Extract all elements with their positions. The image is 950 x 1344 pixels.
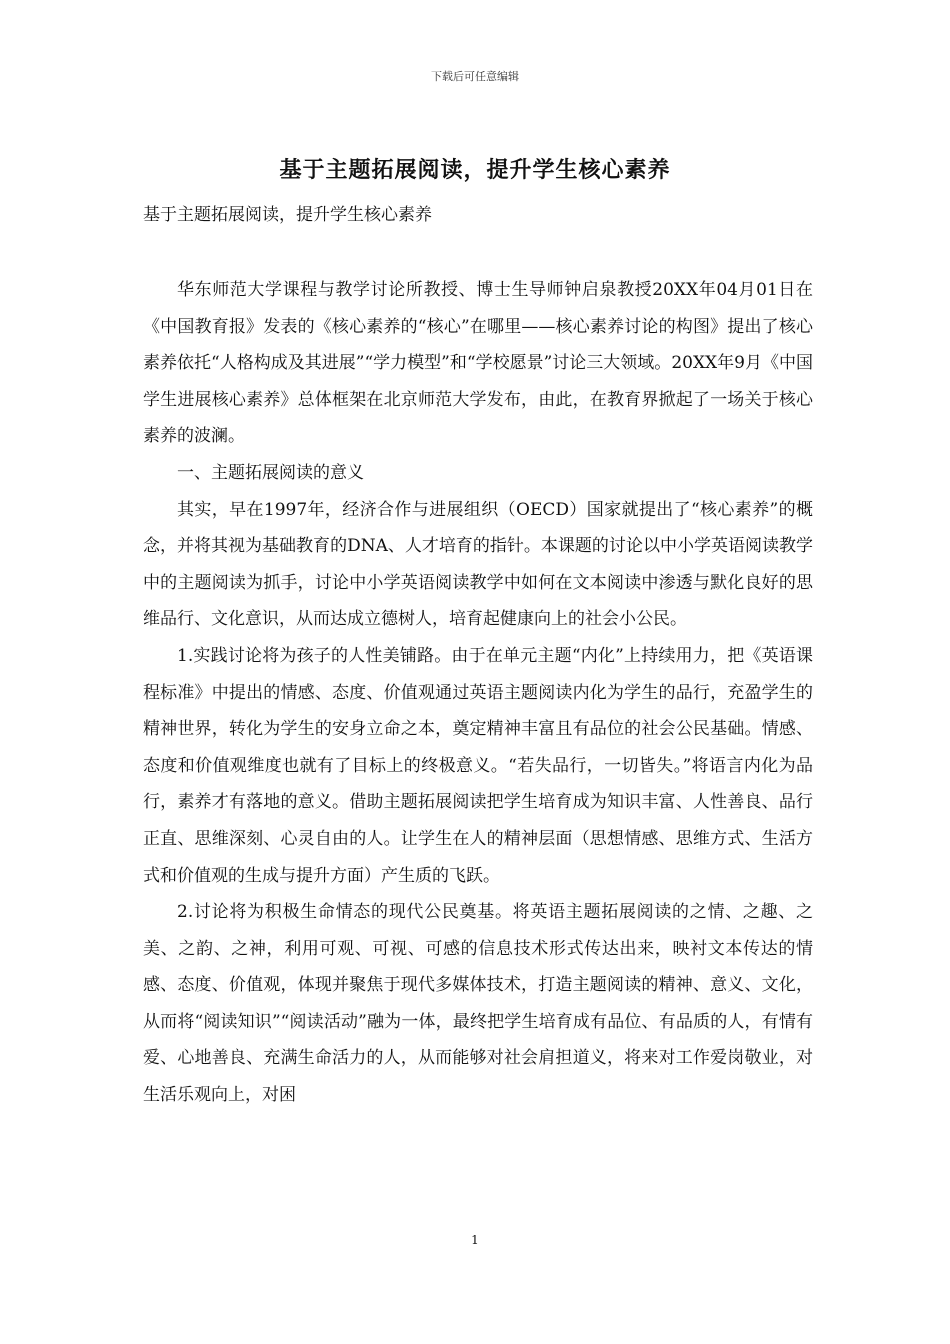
document-body [143, 272, 813, 1114]
paragraph-intro: 华东师范大学课程与教学讨论所教授、博士生导师钟启泉教授20XX年04月01日在《中国教育报》发表的《核心素养的“核心”在哪里——核心素养讨论的构图》提出了核心素养依托“人格构成及其进展”“学力模型”和“学校愿景”讨论三大领域。20XX年9月《中国学生进展核心素养》总体框架在北京师范大学发布，由此，在教育界掀起了一场关于核心素养的波澜。 [143, 280, 813, 447]
document-title: 基于主题拓展阅读，提升学生核心素养 [279, 157, 671, 183]
page-number: 1 [471, 1233, 479, 1247]
paragraph-point-1: 1.实践讨论将为孩子的人性美铺路。由于在单元主题“内化”上持续用力，把《英语课程标准》中提出的情感、态度、价值观通过英语主题阅读内化为学生的品行，充盈学生的精神世界，转化为学生的安身立命之本，奠定精神丰富且有品位的社会公民基础。情感、态度和价值观维度也就有了目标上的终极意义。“若失品行，一切皆失。”将语言内化为品行，素养才有落地的意义。借助主题拓展阅读把学生培育成为知识丰富、人性善良、品行正直、思维深刻、心灵自由的人。让学生在人的精神层面（思想情感、思维方式、生活方式和价值观的生成与提升方面）产生质的飞跃。 [143, 645, 813, 886]
header-note: 下载后可任意编辑 [431, 70, 519, 83]
paragraph-point-2: 2.讨论将为积极生命情态的现代公民奠基。将英语主题拓展阅读的之情、之趣、之美、之韵、之神，利用可观、可视、可感的信息技术形式传达出来，映衬文本传达的情感、态度、价值观，体现并聚焦于现代多媒体技术，打造主题阅读的精神、意义、文化，从而将“阅读知识”“阅读活动”融为一体，最终把学生培育成有品位、有品质的人，有情有爱、心地善良、充满生命活力的人，从而能够对社会肩担道义，将来对工作爱岗敬业，对生活乐观向上，对困 [143, 902, 813, 1106]
paragraph-oecd: 其实，早在1997年，经济合作与进展组织（OECD）国家就提出了“核心素养”的概念，并将其视为基础教育的DNA、人才培育的指针。本课题的讨论以中小学英语阅读教学中的主题阅读为抓手，讨论中小学英语阅读教学中如何在文本阅读中渗透与默化良好的思维品行、文化意识，从而达成立德树人，培育起健康向上的社会小公民。 [143, 499, 813, 630]
document-subtitle: 基于主题拓展阅读，提升学生核心素养 [143, 205, 432, 225]
section-heading: 一、主题拓展阅读的意义 [177, 462, 364, 483]
